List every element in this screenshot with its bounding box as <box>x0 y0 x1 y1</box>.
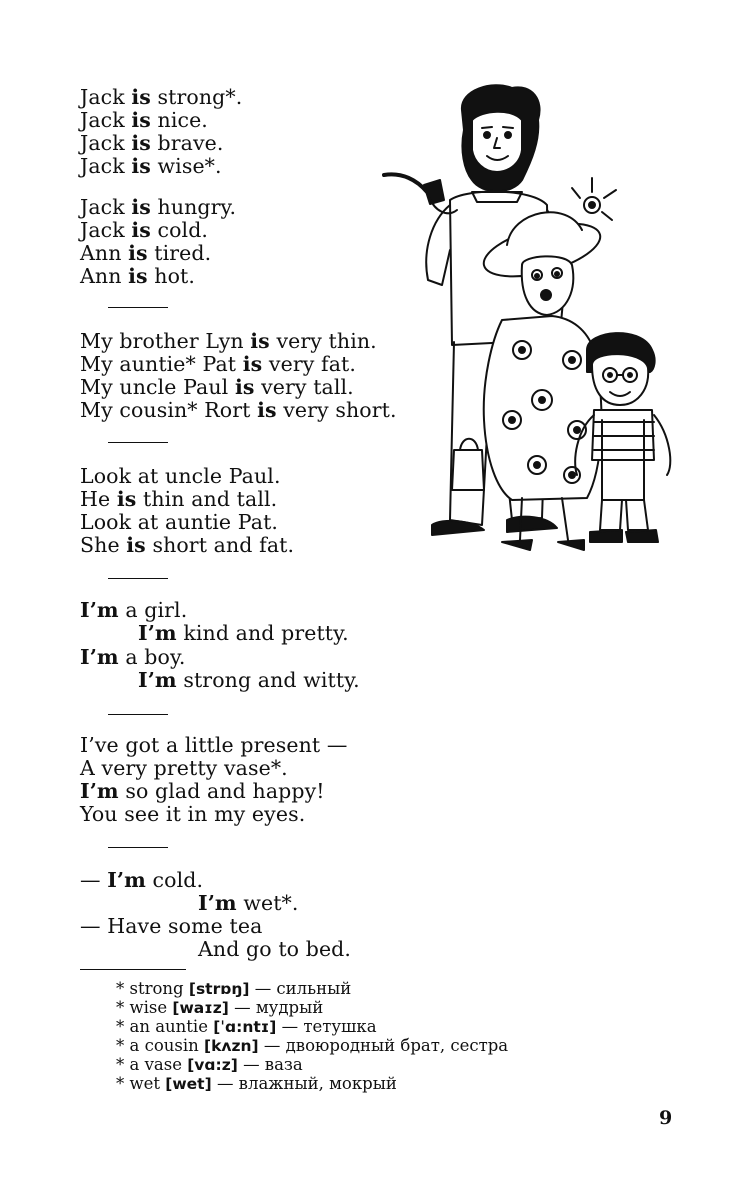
footnote: * a vase [vɑ:z] — ваза <box>116 1055 303 1074</box>
poem-line: Look at auntie Pat. <box>80 510 279 534</box>
poem-line: — I’m cold. <box>80 868 204 892</box>
footnote: * an auntie [ˈɑ:ntɪ] — тетушка <box>116 1017 377 1036</box>
page-number: 9 <box>659 1107 673 1129</box>
poem-line: Ann is tired. <box>80 241 212 265</box>
footnote-divider <box>80 969 186 970</box>
poem-line: I’m a girl. <box>80 598 188 622</box>
stanza-divider <box>108 578 168 579</box>
poem-line: I’m strong and witty. <box>138 668 360 692</box>
poem-line: I’m a boy. <box>80 645 186 669</box>
stanza-divider <box>108 442 168 443</box>
poem-line: Jack is brave. <box>80 131 224 155</box>
poem-line: She is short and fat. <box>80 533 295 557</box>
poem-line: Ann is hot. <box>80 264 195 288</box>
poem-line: Jack is wise*. <box>80 154 222 178</box>
poem-line: A very pretty vase*. <box>80 756 288 780</box>
poem-line: My auntie* Pat is very fat. <box>80 352 356 376</box>
footnote: * strong [strɒŋ] — сильный <box>116 979 352 998</box>
poem-line: I’ve got a little present — <box>80 733 348 757</box>
footnote: * wet [wet] — влажный, мокрый <box>116 1074 397 1093</box>
poem-line: You see it in my eyes. <box>80 802 306 826</box>
poem-line: My uncle Paul is very tall. <box>80 375 354 399</box>
poem-line: And go to bed. <box>198 937 352 961</box>
poem-line: I’m kind and pretty. <box>138 621 349 645</box>
poem-line: I’m wet*. <box>198 891 299 915</box>
footnote: * wise [waɪz] — мудрый <box>116 998 324 1017</box>
poem-line: My brother Lyn is very thin. <box>80 329 377 353</box>
poem-line: He is thin and tall. <box>80 487 278 511</box>
poem-line: Jack is strong*. <box>80 85 243 109</box>
poem-line: Jack is hungry. <box>80 195 237 219</box>
poem-line: — Have some tea <box>80 914 263 938</box>
footnote: * a cousin [kʌzn] — двоюродный брат, сестра <box>116 1036 509 1055</box>
poem-line: Look at uncle Paul. <box>80 464 281 488</box>
poem-line: I’m so glad and happy! <box>80 779 325 803</box>
stanza-divider <box>108 307 168 308</box>
poem-line: My cousin* Rort is very short. <box>80 398 397 422</box>
stanza-divider <box>108 714 168 715</box>
stanza-divider <box>108 847 168 848</box>
poem-line: Jack is nice. <box>80 108 208 132</box>
family-cartoon-icon <box>372 80 692 560</box>
poem-line: Jack is cold. <box>80 218 209 242</box>
